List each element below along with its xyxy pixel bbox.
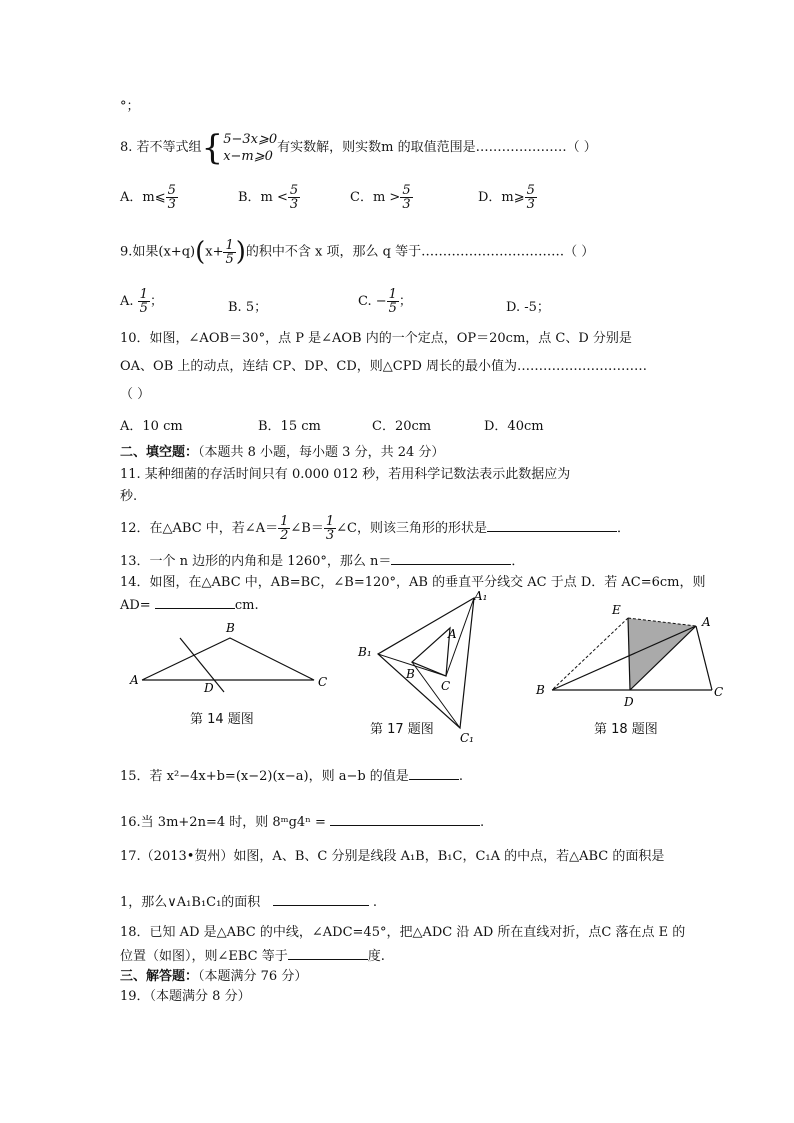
svg-text:B: B: [226, 621, 235, 635]
svg-text:C: C: [318, 675, 328, 689]
q8-option-d: D．m⩾ $\frac{5}{3}$: [478, 183, 535, 212]
question-10-line3: （ ）: [120, 387, 151, 402]
q8-prefix: 8. 若不等式组: [120, 140, 202, 155]
question-17-line1: 17.（2013•贺州）如图，A、B、C 分别是线段 A₁B，B₁C，C₁A 的中点，若△ABC 的面积是: [120, 849, 665, 864]
svg-text:A: A: [448, 627, 457, 641]
q8-suffix: 有实数解，则实数m 的取值范围是…………………（ ）: [277, 140, 597, 155]
question-10-line2: OA、OB 上的动点，连结 CP、DP、CD，则△CPD 周长的最小值为…………………………: [120, 359, 648, 374]
q15-answer-blank: [409, 766, 459, 780]
svg-text:C: C: [714, 685, 724, 699]
figure-14-caption: 第 14 题图: [190, 712, 254, 727]
q9-option-c: C. − $\frac{1}{5}$ ；: [358, 287, 412, 316]
svg-text:A: A: [130, 673, 139, 687]
q10-option-c: C．20cm: [372, 419, 432, 434]
question-15: 15．若 x²−4x+b=(x−2)(x−a)，则 a−b 的值是 .: [120, 766, 463, 786]
q16-answer-blank: [330, 812, 480, 826]
q9-option-d: D. -5；: [506, 300, 550, 315]
svg-text:D: D: [204, 681, 214, 695]
question-17-line2: 1，那么∨A₁B₁C₁的面积 .: [120, 892, 377, 912]
top-fragment: °；: [120, 99, 140, 114]
question-18-line1: 18．已知 AD 是△ABC 的中线，∠ADC=45°，把△ADC 沿 AD 所在直线对折，点C 落在点 E 的: [120, 925, 686, 940]
q10-option-b: B．15 cm: [258, 419, 321, 434]
q10-option-a: A．10 cm: [120, 419, 183, 434]
q12-answer-blank: [487, 518, 617, 532]
svg-text:B: B: [406, 667, 415, 681]
question-10-line1: 10．如图，∠AOB＝30°，点 P 是∠AOB 内的一个定点，OP＝20cm，点 C、D 分别是: [120, 331, 632, 346]
svg-text:D: D: [624, 695, 634, 709]
figure-14: [128, 618, 348, 698]
svg-text:A₁: A₁: [474, 589, 488, 603]
q8-system: 5−3x⩾0 x−m⩾0: [223, 131, 278, 164]
question-14-line2: AD= cm.: [120, 595, 259, 615]
figure-17-caption: 第 17 题图: [370, 722, 434, 737]
question-16: 16.当 3m+2n=4 时，则 8ᵐg4ⁿ = .: [120, 812, 484, 832]
question-11-line2: 秒.: [120, 489, 138, 504]
brace-symbol: {: [201, 127, 224, 168]
q17-answer-blank: [273, 892, 369, 906]
question-19: 19．（本题满分 8 分）: [120, 989, 251, 1004]
question-9: 9.如果(x+q)(x+ $\frac{1}{5}$ )的积中不含 x 项，那么 q 等于……………………………（ ）: [120, 237, 595, 267]
q8-option-a: A．m⩽ $\frac{5}{3}$: [120, 183, 176, 212]
q10-option-d: D．40cm: [484, 419, 544, 434]
question-13: 13．一个 n 边形的内角和是 1260°，那么 n＝ ．: [120, 551, 524, 571]
q14-answer-blank: [155, 595, 235, 609]
q13-answer-blank: [391, 551, 511, 565]
q9-option-a: A. $\frac{1}{5}$ ；: [120, 287, 163, 316]
section-2-heading: 二、填空题：（本题共 8 小题，每小题 3 分，共 24 分）: [120, 445, 445, 460]
svg-text:A: A: [702, 615, 711, 629]
question-11-line1: 11. 某种细菌的存活时间只有 0.000 012 秒，若用科学记数法表示此数据应为: [120, 467, 571, 482]
svg-text:C₁: C₁: [460, 731, 474, 745]
figure-18-caption: 第 18 题图: [594, 722, 658, 737]
q8-option-b: B．m < $\frac{5}{3}$: [238, 183, 299, 212]
svg-text:C: C: [441, 679, 451, 693]
q8-option-c: C．m > $\frac{5}{3}$: [350, 183, 411, 212]
svg-text:E: E: [612, 603, 621, 617]
figure-18: [530, 600, 730, 712]
question-14-line1: 14．如图，在△ABC 中，AB=BC，∠B=120°，AB 的垂直平分线交 AC 于点 D．若 AC=6cm，则: [120, 575, 706, 590]
q18-answer-blank: [288, 946, 368, 960]
svg-text:B: B: [536, 683, 545, 697]
question-12: 12．在△ABC 中，若∠A＝ $\frac{1}{2}$ ∠B＝ $\frac{1}{3}$ ∠C，则该三角形的形状是 ．: [120, 514, 630, 543]
svg-text:B₁: B₁: [358, 645, 372, 659]
question-18-line2: 位置（如图），则∠EBC 等于 度.: [120, 946, 385, 966]
q9-option-b: B. 5；: [228, 300, 268, 315]
section-3-heading: 三、解答题：（本题满分 76 分）: [120, 969, 308, 984]
question-8: [120, 127, 597, 168]
